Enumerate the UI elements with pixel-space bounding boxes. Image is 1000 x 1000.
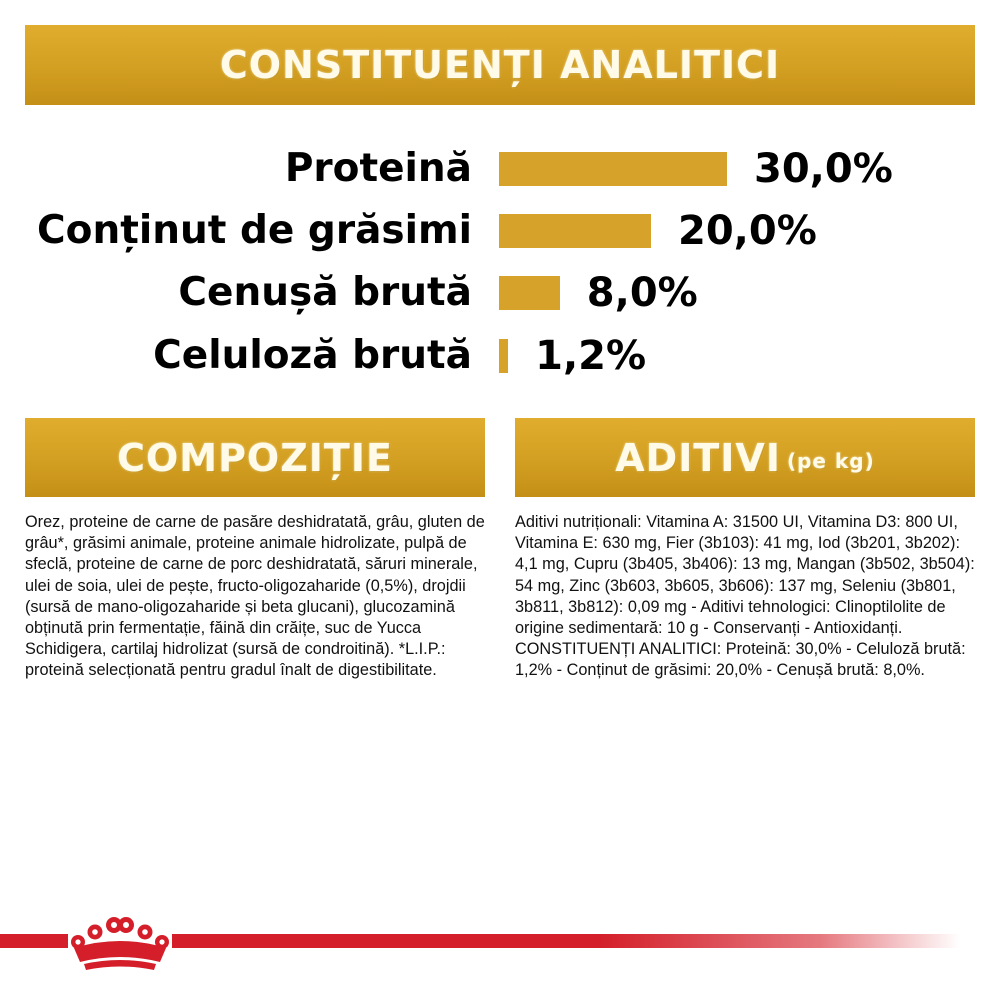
analytic-constituents-banner (25, 25, 975, 105)
additives-title (615, 436, 874, 480)
analytic-bar (499, 276, 560, 310)
additives-title-suffix: (pe kg) (786, 448, 875, 473)
composition-title: COMPOZIȚIE (117, 435, 393, 480)
analytic-value: 1,2% (535, 333, 647, 379)
analytic-label: Celuloză brută (153, 333, 472, 378)
composition-banner (25, 418, 485, 497)
analytic-row-ash (0, 263, 1000, 323)
royal-canin-crown-icon (68, 912, 172, 972)
analytic-label: Cenușă brută (178, 270, 472, 315)
crown-svg (68, 912, 172, 972)
analytic-value: 30,0% (754, 146, 893, 192)
analytic-row-protein (0, 139, 1000, 199)
composition-text: Orez, proteine de carne de pasăre deshidratată, grâu, gluten de grâu*, grăsimi animale, proteine animale hidrolizate, pulpă de sfeclă, proteine de carne de porc deshidratată, săruri minerale, ulei de soia, ulei de pește, fructo-oligozaharide (0,5%), drojdii (sursă de mano-oligozaharide și beta glucani), glucozamină obținută prin fermentație, făină din crăițe, suc de Yucca Schidigera, cartilaj hidrolizat (sursă de condroitină). *L.I.P.: proteină selecționată pentru gradul înalt de digestibilitate. (25, 513, 485, 680)
analytic-bar (499, 339, 508, 373)
analytic-bar (499, 152, 727, 186)
analytic-bar (499, 214, 651, 248)
analytic-value: 20,0% (678, 208, 817, 254)
analytic-label: Conținut de grăsimi (37, 208, 472, 253)
additives-text: Aditivi nutriționali: Vitamina A: 31500 UI, Vitamina D3: 800 UI, Vitamina E: 630 mg, Fier (3b103): 41 mg, Iod (3b201, 3b202): 4,1 mg, Cupru (3b405, 3b406): 13 mg, Mangan (3b502, 3b504): 54 mg, Zinc (3b603, 3b605, 3b606): 137 mg, Seleniu (3b801, 3b811, 3b812): 0,09 mg - Aditivi tehnologici: Clinoptilolite de origine sedimentară: 10 g - Conservanți - Antioxidanți. CONSTITUENȚI ANALITICI: Proteină: 30,0% - Celuloză brută: 1,2% - Conținut de grăsimi: 20,0% - Cenușă brută: 8,0%. (515, 513, 975, 680)
analytic-label: Proteină (284, 146, 472, 191)
analytic-constituents-title: CONSTITUENȚI ANALITICI (219, 43, 781, 87)
analytic-row-fat (0, 201, 1000, 261)
analytic-value: 8,0% (586, 270, 698, 316)
additives-title-main: ADITIVI (615, 435, 781, 480)
additives-banner (515, 418, 975, 497)
analytic-row-fibre (0, 326, 1000, 386)
